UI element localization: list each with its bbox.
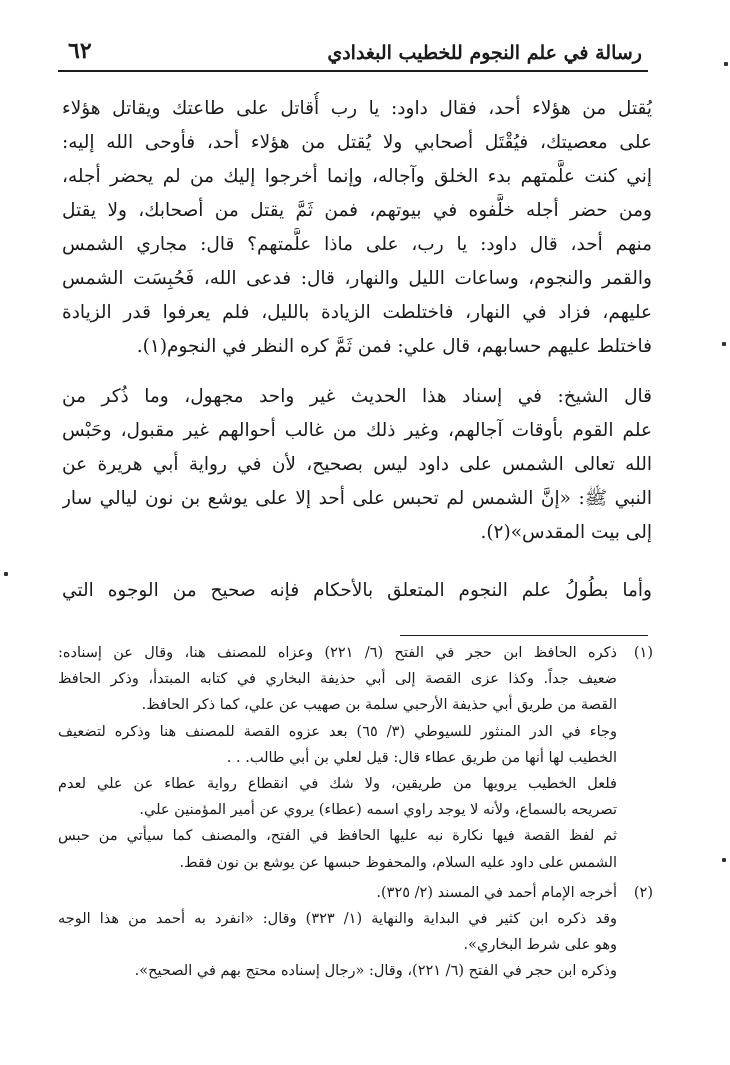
footnote-1: [58, 640, 653, 876]
footnote-line: فلعل الخطيب يرويها من طريقين، ولا شك في انقطاع رواية عطاء عن علي لعدم: [58, 775, 617, 792]
scan-speck: [722, 858, 726, 862]
text-line: والقمر والنجوم، وساعات الليل والنهار، قال: فدعى الله، فَحُبِسَت الشمس: [62, 268, 652, 289]
footnotes: [58, 640, 653, 984]
footnote-line: وذكره ابن حجر في الفتح (٦/ ٢٢١)، وقال: «رجال إسناده محتج بهم في الصحيح».: [134, 963, 617, 980]
running-title: رسالة في علم النجوم للخطيب البغدادي: [327, 42, 642, 64]
page-header: [58, 28, 648, 72]
text-line: إني كنت علَّمتهم بدء الخلق وآجاله، وإنما أخرجوا إليك من لم يحضر أجله،: [62, 166, 652, 187]
footnote-line: ثم لفظ القصة فيها نكارة نبه عليها الحافظ في الفتح، والمصنف كما سيأتي من حبس: [58, 828, 617, 845]
footnote-number: (١): [633, 645, 653, 661]
text-line: قال الشيخ: في إسناد هذا الحديث غير واحد مجهول، وما ذُكر من: [62, 386, 652, 407]
footnote-line: وهو على شرط البخاري».: [463, 937, 617, 954]
footnote-2: [58, 880, 653, 985]
text-line: عليهم، فزاد في النهار، فاختلطت الزيادة بالليل، فلم يعرفوا قدر الزيادة: [62, 302, 652, 323]
footnote-line: القصة من طريق أبي حذيفة الأرحبي سلمة بن صهيب عن علي، كما ذكر الحافظ.: [141, 697, 617, 714]
footnote-number: (٢): [633, 884, 653, 901]
footnote-separator: [400, 635, 648, 636]
text-line: علم القوم بأوقات آجالهم، وغير ذلك من غالب أحوالهم غير مقبول، وحَبْس: [62, 420, 652, 441]
footnote-body: [58, 880, 617, 985]
text-line: وأما بطُولُ علم النجوم المتعلق بالأحكام فإنه صحيح من الوجوه التي: [62, 580, 652, 601]
page-number: ٦٢: [68, 38, 92, 64]
footnote-line: تصريحه بالسماع، ولأنه لا يوجد راوي اسمه (عطاء) يروي عن أمير المؤمنين علي.: [139, 802, 617, 819]
footnote-line: أخرجه الإمام أحمد في المسند (٢/ ٣٢٥).: [376, 884, 617, 901]
text-line: فاختلط عليهم حسابهم، قال علي: فمن ثَمَّ كره النظر في النجوم(١).: [136, 336, 652, 357]
footnote-line: الشمس على داود عليه السلام، والمحفوظ حبسها عن يوشع بن نون فقط.: [179, 854, 617, 871]
text-line: الله تعالى الشمس على داود ليس بصحيح، لأن في رواية أبي هريرة عن: [62, 454, 652, 475]
footnote-line: وجاء في الدر المنثور للسيوطي (٣/ ٦٥) بعد عزوه القصة للمصنف هنا وذكره لتضعيف: [58, 723, 617, 740]
footnote-line: وقد ذكره ابن كثير في البداية والنهاية (١/ ٣٢٣) وقال: «انفرد به أحمد من هذا الوجه: [58, 910, 617, 927]
paragraph-1: [62, 92, 652, 364]
text-line: يُقتل من هؤلاء أحد، فقال داود: يا رب أُقاتل على طاعتك ويقاتل هؤلاء: [62, 98, 652, 119]
scan-speck: [724, 62, 728, 66]
text-line: النبي ﷺ: «إنَّ الشمس لم تحبس على أحد إلا على يوشع بن نون ليالي سار: [62, 488, 652, 509]
scan-speck: [4, 572, 8, 576]
paragraph-2: [62, 380, 652, 550]
footnote-line: الخطيب لها أنها من طريق عطاء قال: قيل لعلي بن أبي طالب. . .: [226, 749, 617, 766]
footnote-body: [58, 640, 617, 876]
paragraph-3: [62, 574, 652, 608]
footnote-line: ذكره الحافظ ابن حجر في الفتح (٦/ ٢٢١) وعزاه للمصنف هنا، وقال عن إسناده:: [58, 645, 617, 661]
text-line: منهم أحد، قال داود: يا رب، على ماذا علَّمتهم؟ قال: مجاري الشمس: [62, 234, 652, 255]
text-line: إلى بيت المقدس»(٢).: [480, 522, 652, 543]
text-line: ومن حضر أجله خلَّفوه في بيوتهم، فمن ثَمَّ يقتل من أصحابك، ولا يقتل: [62, 200, 652, 221]
footnote-line: ضعيف جداً. وكذا عزى القصة إلى أبي حذيفة البخاري في كتابه المبتدأ، وذكر الحافظ: [58, 671, 617, 688]
text-line: على معصيتك، فيُقْتَل أصحابي ولا يُقتل من هؤلاء أحد، فأوحى الله إليه:: [62, 132, 652, 153]
scan-speck: [722, 342, 726, 346]
